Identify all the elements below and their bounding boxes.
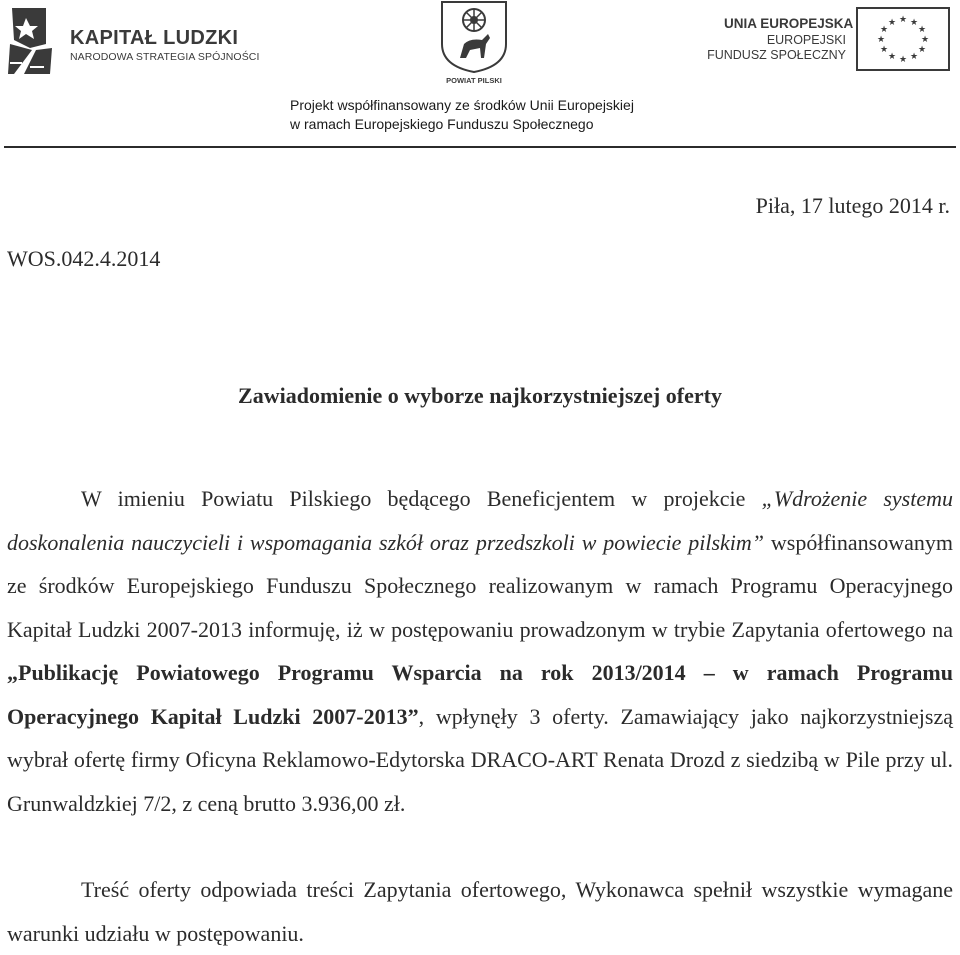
svg-text:★: ★ — [909, 52, 919, 62]
document-title: Zawiadomienie o wyborze najkorzystniejszej oferty — [238, 383, 722, 408]
svg-text:★: ★ — [879, 25, 889, 35]
svg-text:★: ★ — [898, 15, 908, 25]
svg-text:★: ★ — [909, 18, 919, 28]
svg-text:★: ★ — [887, 52, 897, 62]
paragraph-main — [7, 477, 953, 825]
project-line-2: w ramach Europejskiego Funduszu Społecznego — [290, 116, 594, 132]
paragraph-main-middle: współfinansowanym ze środków Europejskiego Funduszu Społecznego realizowanym w ramach Programu Operacyjnego Kapitał Ludzki 2007-2013 informuję, iż w postępowaniu prowadzonym w trybie Zapytania ofertowego na — [7, 529, 953, 642]
powiat-pilski-label: POWIAT PILSKI — [446, 76, 502, 85]
order-subject: „Publikację Powiatowego Programu Wsparcia na rok 2013/2014 – w ramach Programu Operacyjnego Kapitał Ludzki 2007-2013” — [7, 660, 953, 729]
project-name: „Wdrożenie systemu doskonalenia nauczycieli i wspomagania szkół oraz przedszkoli w powiecie pilskim” — [7, 486, 953, 555]
powiat-pilski-crest-icon — [438, 0, 510, 74]
kapital-ludzki-title: KAPITAŁ LUDZKI — [70, 27, 239, 49]
kapital-ludzki-subtitle: NARODOWA STRATEGIA SPÓJNOŚCI — [70, 51, 260, 63]
svg-text:★: ★ — [917, 45, 927, 55]
eu-logo-line1: UNIA EUROPEJSKA — [724, 16, 854, 31]
svg-text:★: ★ — [879, 45, 889, 55]
paragraph-main-result: , wpłynęły 3 oferty. Zamawiający jako najkorzystniejszą wybrał ofertę firmy Oficyna Reklamowo-Edytorska DRACO-ART Renata Drozd z siedzibą w Pile przy ul. Grunwaldzkiej 7/2, z ceną brutto 3.936,00 zł. — [7, 703, 954, 816]
eu-flag-icon — [856, 7, 950, 71]
svg-text:★: ★ — [920, 35, 930, 45]
svg-text:★: ★ — [876, 35, 886, 45]
paragraph-main-intro: W imieniu Powiatu Pilskiego będącego Beneficjentem w projekcie — [81, 486, 762, 511]
svg-text:★: ★ — [917, 25, 927, 35]
document-date: Piła, 17 lutego 2014 r. — [755, 193, 950, 218]
svg-text:★: ★ — [887, 18, 897, 28]
paragraph-conclusion: Treść oferty odpowiada treści Zapytania ofertowego, Wykonawca spełnił wszystkie wymagane warunki udziału w postępowaniu. — [7, 877, 953, 946]
eu-logo-line3: FUNDUSZ SPOŁECZNY — [707, 48, 846, 62]
eu-logo-line2: EUROPEJSKI — [766, 33, 846, 47]
svg-text:★: ★ — [898, 55, 908, 65]
header-divider — [4, 146, 956, 148]
project-line-1: Projekt współfinansowany ze środków Unii Europejskiej — [290, 97, 634, 113]
document-reference: WOS.042.4.2014 — [7, 246, 161, 271]
